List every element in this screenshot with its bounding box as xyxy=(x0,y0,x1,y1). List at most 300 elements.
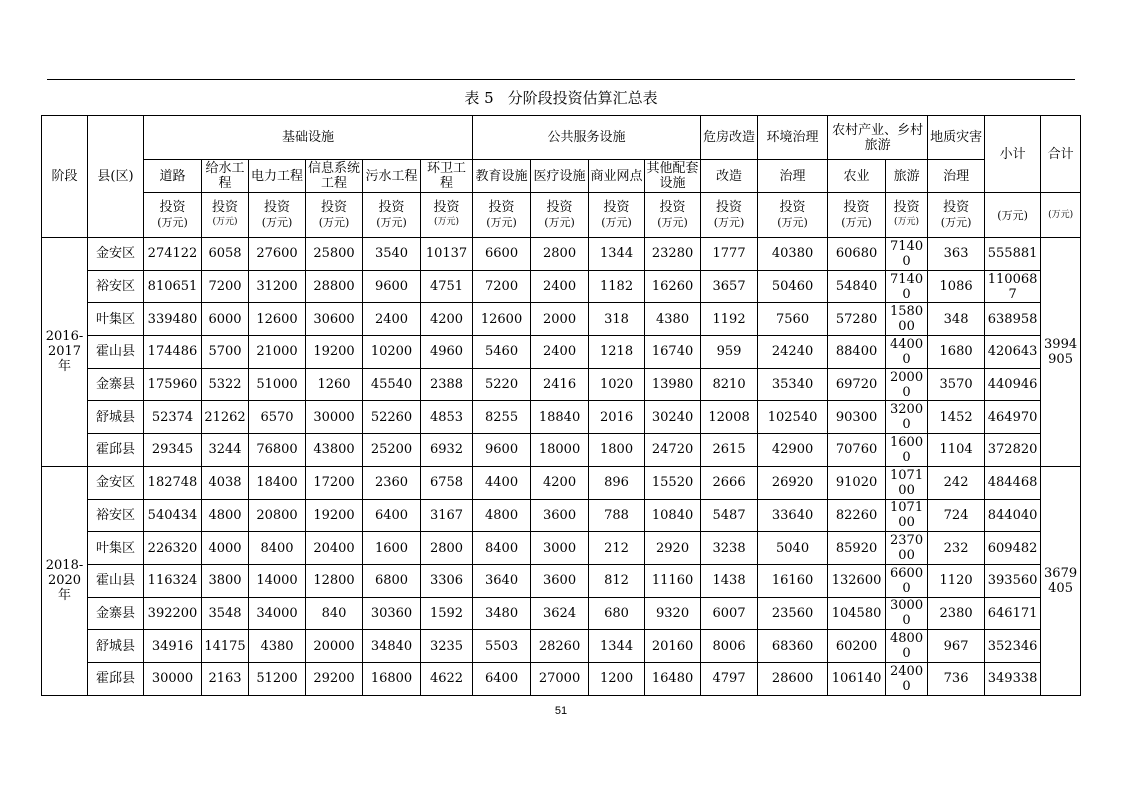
subheader-cell: 商业网点 xyxy=(589,160,645,193)
value-cell: 3570 xyxy=(928,368,985,401)
value-cell: 6000 xyxy=(202,303,249,336)
value-cell: 88400 xyxy=(828,336,886,369)
value-cell: 3600 xyxy=(531,564,589,597)
invest-label: 投资 xyxy=(263,200,290,215)
value-cell: 90300 xyxy=(828,401,886,434)
value-cell: 555881 xyxy=(985,238,1041,271)
table-row xyxy=(42,401,1081,434)
value-cell: 1120 xyxy=(928,564,985,597)
value-cell: 1344 xyxy=(589,238,645,271)
table-row xyxy=(42,564,1081,597)
value-cell: 16800 xyxy=(363,662,421,695)
invest-label: 投资 xyxy=(320,200,347,215)
value-cell: 638958 xyxy=(985,303,1041,336)
value-cell: 959 xyxy=(701,336,758,369)
table-row xyxy=(42,630,1081,663)
value-cell: 812 xyxy=(589,564,645,597)
subheader-cell: 给水工程 xyxy=(202,160,249,193)
value-cell: 1104 xyxy=(928,434,985,467)
subheader-cell: 教育设施 xyxy=(473,160,531,193)
value-cell: 24720 xyxy=(645,434,701,467)
value-cell: 1182 xyxy=(589,270,645,303)
subheader-cell: 其他配套设施 xyxy=(646,161,699,191)
value-cell: 2360 xyxy=(363,466,421,499)
value-cell: 27000 xyxy=(531,662,589,695)
unit-header-cell xyxy=(589,193,645,238)
unit-label: (万元) xyxy=(894,217,920,227)
value-cell: 29200 xyxy=(306,662,363,695)
value-cell: 339480 xyxy=(144,303,202,336)
value-cell: 2163 xyxy=(202,662,249,695)
stage-label: 2018-2020年 xyxy=(42,466,88,695)
unit-label: (万元) xyxy=(777,216,808,229)
value-cell: 69720 xyxy=(828,368,886,401)
invest-label: 投资 xyxy=(943,200,970,215)
table-body xyxy=(42,116,1081,696)
value-cell: 51000 xyxy=(249,368,306,401)
table-row xyxy=(42,270,1081,303)
table-row xyxy=(42,238,1081,271)
value-cell: 2388 xyxy=(421,368,473,401)
subheader-cell: 电力工程 xyxy=(249,160,306,193)
value-cell: 13980 xyxy=(645,368,701,401)
value-cell: 3657 xyxy=(701,270,758,303)
value-cell: 14175 xyxy=(202,630,249,663)
value-cell: 32000 xyxy=(886,401,928,434)
value-cell: 25200 xyxy=(363,434,421,467)
value-cell: 10137 xyxy=(421,238,473,271)
value-cell: 158000 xyxy=(886,303,928,336)
subheader-cell: 农业 xyxy=(828,160,886,193)
unit-header-cell xyxy=(249,193,306,238)
value-cell: 2920 xyxy=(645,532,701,565)
value-cell: 10840 xyxy=(645,499,701,532)
value-cell: 4000 xyxy=(202,532,249,565)
value-cell: 4751 xyxy=(421,270,473,303)
table-row xyxy=(42,597,1081,630)
unit-label: (万元) xyxy=(601,216,632,229)
value-cell: 34916 xyxy=(144,630,202,663)
value-cell: 71400 xyxy=(886,238,928,271)
unit-header-cell xyxy=(758,193,828,238)
value-cell: 24240 xyxy=(758,336,828,369)
value-cell: 4200 xyxy=(531,466,589,499)
unit-header-cell xyxy=(473,193,531,238)
value-cell: 11160 xyxy=(645,564,701,597)
value-cell: 9600 xyxy=(363,270,421,303)
value-cell: 51200 xyxy=(249,662,306,695)
value-cell: 4960 xyxy=(421,336,473,369)
value-cell: 2416 xyxy=(531,368,589,401)
value-cell: 2000 xyxy=(531,303,589,336)
value-cell: 1020 xyxy=(589,368,645,401)
value-cell: 71400 xyxy=(886,270,928,303)
value-cell: 42900 xyxy=(758,434,828,467)
invest-label: 投资 xyxy=(211,200,238,215)
value-cell: 4622 xyxy=(421,662,473,695)
header-stage: 阶段 xyxy=(42,116,88,238)
header-public-services: 公共服务设施 xyxy=(473,116,701,160)
value-cell: 45540 xyxy=(363,368,421,401)
value-cell: 85920 xyxy=(828,532,886,565)
value-cell: 20400 xyxy=(306,532,363,565)
invest-label: 投资 xyxy=(659,200,686,215)
subheader-cell: 环卫工程 xyxy=(421,160,473,193)
value-cell: 30360 xyxy=(363,597,421,630)
value-cell: 896 xyxy=(589,466,645,499)
value-cell: 646171 xyxy=(985,597,1041,630)
value-cell: 19200 xyxy=(306,336,363,369)
value-cell: 5700 xyxy=(202,336,249,369)
value-cell: 23560 xyxy=(758,597,828,630)
value-cell: 1452 xyxy=(928,401,985,434)
value-cell: 174486 xyxy=(144,336,202,369)
value-cell: 1192 xyxy=(701,303,758,336)
value-cell: 1680 xyxy=(928,336,985,369)
value-cell: 3600 xyxy=(531,499,589,532)
value-cell: 132600 xyxy=(828,564,886,597)
unit-label: (万元) xyxy=(318,216,350,229)
value-cell: 28800 xyxy=(306,270,363,303)
unit-label: (万元) xyxy=(544,216,575,229)
value-cell: 66000 xyxy=(886,564,928,597)
value-cell: 2400 xyxy=(363,303,421,336)
value-cell: 107100 xyxy=(886,466,928,499)
county-name: 叶集区 xyxy=(88,532,144,565)
unit-header-cell xyxy=(531,193,589,238)
invest-label: 投资 xyxy=(546,200,573,215)
value-cell: 6400 xyxy=(473,662,531,695)
unit-label: (万元) xyxy=(657,216,688,229)
invest-label: 投资 xyxy=(779,200,806,215)
value-cell: 20000 xyxy=(306,630,363,663)
value-cell: 16480 xyxy=(645,662,701,695)
table-row xyxy=(42,466,1081,499)
subheader-cell: 改造 xyxy=(701,160,758,193)
investment-summary-table xyxy=(41,115,1081,696)
unit-header-cell xyxy=(306,193,363,238)
value-cell: 70760 xyxy=(828,434,886,467)
value-cell: 3800 xyxy=(202,564,249,597)
value-cell: 237000 xyxy=(886,532,928,565)
subheader-cell: 治理 xyxy=(758,160,828,193)
value-cell: 5040 xyxy=(758,532,828,565)
value-cell: 3235 xyxy=(421,630,473,663)
value-cell: 4800 xyxy=(473,499,531,532)
value-cell: 12800 xyxy=(306,564,363,597)
value-cell: 5460 xyxy=(473,336,531,369)
value-cell: 2800 xyxy=(421,532,473,565)
value-cell: 3244 xyxy=(202,434,249,467)
value-cell: 16000 xyxy=(886,434,928,467)
invest-label: 投资 xyxy=(893,200,920,215)
header-subtotal: 小计 xyxy=(985,116,1041,193)
unit-header-cell xyxy=(144,193,202,238)
value-cell: 27600 xyxy=(249,238,306,271)
table-title-text: 分阶段投资估算汇总表 xyxy=(507,89,658,107)
invest-label: 投资 xyxy=(433,200,460,215)
county-name: 金寨县 xyxy=(88,368,144,401)
value-cell: 30000 xyxy=(144,662,202,695)
value-cell: 3480 xyxy=(473,597,531,630)
value-cell: 3238 xyxy=(701,532,758,565)
value-cell: 50460 xyxy=(758,270,828,303)
value-cell: 35340 xyxy=(758,368,828,401)
value-cell: 20000 xyxy=(886,368,928,401)
value-cell: 31200 xyxy=(249,270,306,303)
value-cell: 609482 xyxy=(985,532,1041,565)
value-cell: 8400 xyxy=(249,532,306,565)
subheader-cell: 信息系统工程 xyxy=(306,160,363,193)
value-cell: 4400 xyxy=(473,466,531,499)
value-cell: 68360 xyxy=(758,630,828,663)
table-row xyxy=(42,434,1081,467)
value-cell: 14000 xyxy=(249,564,306,597)
value-cell: 2400 xyxy=(531,270,589,303)
value-cell: 4800 xyxy=(202,499,249,532)
header-rule xyxy=(47,79,1075,80)
table-row xyxy=(42,532,1081,565)
county-name: 叶集区 xyxy=(88,303,144,336)
unit-header-cell xyxy=(886,193,928,238)
value-cell: 2615 xyxy=(701,434,758,467)
value-cell: 352346 xyxy=(985,630,1041,663)
value-cell: 1800 xyxy=(589,434,645,467)
table-row xyxy=(42,303,1081,336)
value-cell: 16160 xyxy=(758,564,828,597)
subheader-cell: 污水工程 xyxy=(363,160,421,193)
value-cell: 9320 xyxy=(645,597,701,630)
unit-label: (万元) xyxy=(997,208,1028,222)
value-cell: 6570 xyxy=(249,401,306,434)
county-name: 金安区 xyxy=(88,466,144,499)
invest-label: 投资 xyxy=(488,200,515,215)
value-cell: 3624 xyxy=(531,597,589,630)
unit-label: (万元) xyxy=(261,216,293,229)
value-cell: 226320 xyxy=(144,532,202,565)
total-unit xyxy=(1041,193,1081,238)
county-name: 舒城县 xyxy=(88,401,144,434)
unit-label: (万元) xyxy=(157,216,188,229)
value-cell: 8255 xyxy=(473,401,531,434)
subheader-cell: 道路 xyxy=(144,160,202,193)
value-cell: 12600 xyxy=(249,303,306,336)
value-cell: 82260 xyxy=(828,499,886,532)
county-name: 舒城县 xyxy=(88,630,144,663)
value-cell: 12008 xyxy=(701,401,758,434)
value-cell: 8210 xyxy=(701,368,758,401)
value-cell: 392200 xyxy=(144,597,202,630)
value-cell: 6758 xyxy=(421,466,473,499)
value-cell: 24000 xyxy=(886,662,928,695)
header-total: 合计 xyxy=(1041,116,1081,193)
value-cell: 52374 xyxy=(144,401,202,434)
value-cell: 21000 xyxy=(249,336,306,369)
value-cell: 3540 xyxy=(363,238,421,271)
stage-label: 2016-2017年 xyxy=(42,238,88,467)
value-cell: 840 xyxy=(306,597,363,630)
value-cell: 34000 xyxy=(249,597,306,630)
value-cell: 4853 xyxy=(421,401,473,434)
invest-label: 投资 xyxy=(159,200,186,215)
value-cell: 21262 xyxy=(202,401,249,434)
value-cell: 16260 xyxy=(645,270,701,303)
value-cell: 4200 xyxy=(421,303,473,336)
county-name: 金安区 xyxy=(88,238,144,271)
value-cell: 274122 xyxy=(144,238,202,271)
value-cell: 3306 xyxy=(421,564,473,597)
table-row xyxy=(42,662,1081,695)
table-row xyxy=(42,336,1081,369)
value-cell: 7560 xyxy=(758,303,828,336)
header-row-1 xyxy=(42,116,1081,160)
value-cell: 44000 xyxy=(886,336,928,369)
value-cell: 2800 xyxy=(531,238,589,271)
value-cell: 8006 xyxy=(701,630,758,663)
unit-label: (万元) xyxy=(486,216,517,229)
value-cell: 18840 xyxy=(531,401,589,434)
table-title xyxy=(0,88,1122,108)
unit-label: (万元) xyxy=(434,217,460,227)
value-cell: 10200 xyxy=(363,336,421,369)
invest-label: 投资 xyxy=(603,200,630,215)
value-cell: 30000 xyxy=(886,597,928,630)
invest-label: 投资 xyxy=(843,200,870,215)
value-cell: 23280 xyxy=(645,238,701,271)
header-dangerous-housing: 危房改造 xyxy=(701,116,758,160)
value-cell: 1592 xyxy=(421,597,473,630)
value-cell: 43800 xyxy=(306,434,363,467)
unit-header-cell xyxy=(421,193,473,238)
value-cell: 6600 xyxy=(473,238,531,271)
county-name: 霍邱县 xyxy=(88,662,144,695)
value-cell: 2666 xyxy=(701,466,758,499)
value-cell: 1344 xyxy=(589,630,645,663)
value-cell: 464970 xyxy=(985,401,1041,434)
value-cell: 1438 xyxy=(701,564,758,597)
value-cell: 2400 xyxy=(531,336,589,369)
unit-label: (万元) xyxy=(713,216,745,229)
value-cell: 810651 xyxy=(144,270,202,303)
page-number: 51 xyxy=(554,705,568,717)
value-cell: 1260 xyxy=(306,368,363,401)
value-cell: 3167 xyxy=(421,499,473,532)
value-cell: 6400 xyxy=(363,499,421,532)
value-cell: 1777 xyxy=(701,238,758,271)
invest-label: 投资 xyxy=(378,200,405,215)
value-cell: 30000 xyxy=(306,401,363,434)
value-cell: 3000 xyxy=(531,532,589,565)
value-cell: 736 xyxy=(928,662,985,695)
subtotal-unit xyxy=(985,193,1041,238)
value-cell: 5503 xyxy=(473,630,531,663)
value-cell: 29345 xyxy=(144,434,202,467)
value-cell: 102540 xyxy=(758,401,828,434)
county-name: 霍山县 xyxy=(88,336,144,369)
value-cell: 15520 xyxy=(645,466,701,499)
value-cell: 540434 xyxy=(144,499,202,532)
value-cell: 242 xyxy=(928,466,985,499)
value-cell: 91020 xyxy=(828,466,886,499)
header-geo-disaster: 地质灾害 xyxy=(928,116,985,160)
value-cell: 232 xyxy=(928,532,985,565)
value-cell: 19200 xyxy=(306,499,363,532)
value-cell: 2016 xyxy=(589,401,645,434)
subheader-cell: 治理 xyxy=(928,160,985,193)
value-cell: 20160 xyxy=(645,630,701,663)
value-cell: 6058 xyxy=(202,238,249,271)
header-rural-industry: 农村产业、乡村旅游 xyxy=(828,116,928,160)
value-cell: 116324 xyxy=(144,564,202,597)
unit-label: (万元) xyxy=(212,217,238,227)
value-cell: 76800 xyxy=(249,434,306,467)
value-cell: 844040 xyxy=(985,499,1041,532)
value-cell: 6800 xyxy=(363,564,421,597)
header-environment: 环境治理 xyxy=(758,116,828,160)
unit-label: (万元) xyxy=(841,216,872,229)
header-row-3 xyxy=(42,193,1081,238)
value-cell: 30600 xyxy=(306,303,363,336)
unit-header-cell xyxy=(202,193,249,238)
county-name: 裕安区 xyxy=(88,270,144,303)
value-cell: 1100687 xyxy=(985,270,1041,303)
value-cell: 6007 xyxy=(701,597,758,630)
value-cell: 6932 xyxy=(421,434,473,467)
value-cell: 54840 xyxy=(828,270,886,303)
value-cell: 7200 xyxy=(202,270,249,303)
county-name: 霍山县 xyxy=(88,564,144,597)
subheader-cell: 旅游 xyxy=(886,160,928,193)
subheader-cell: 医疗设施 xyxy=(531,160,589,193)
value-cell: 182748 xyxy=(144,466,202,499)
table-number: 表 5 xyxy=(464,89,494,107)
value-cell: 28600 xyxy=(758,662,828,695)
value-cell: 5487 xyxy=(701,499,758,532)
value-cell: 4038 xyxy=(202,466,249,499)
value-cell: 4380 xyxy=(249,630,306,663)
value-cell: 175960 xyxy=(144,368,202,401)
unit-label: (万元) xyxy=(376,216,407,229)
value-cell: 12600 xyxy=(473,303,531,336)
value-cell: 48000 xyxy=(886,630,928,663)
value-cell: 7200 xyxy=(473,270,531,303)
unit-header-cell xyxy=(928,193,985,238)
value-cell: 16740 xyxy=(645,336,701,369)
value-cell: 788 xyxy=(589,499,645,532)
value-cell: 5220 xyxy=(473,368,531,401)
value-cell: 9600 xyxy=(473,434,531,467)
value-cell: 372820 xyxy=(985,434,1041,467)
value-cell: 26920 xyxy=(758,466,828,499)
value-cell: 212 xyxy=(589,532,645,565)
value-cell: 107100 xyxy=(886,499,928,532)
value-cell: 60200 xyxy=(828,630,886,663)
unit-header-cell xyxy=(828,193,886,238)
value-cell: 18000 xyxy=(531,434,589,467)
header-county: 县(区) xyxy=(88,116,144,238)
unit-header-cell xyxy=(701,193,758,238)
value-cell: 967 xyxy=(928,630,985,663)
stage-total: 3994905 xyxy=(1041,238,1081,467)
value-cell: 1600 xyxy=(363,532,421,565)
county-name: 裕安区 xyxy=(88,499,144,532)
value-cell: 349338 xyxy=(985,662,1041,695)
value-cell: 1218 xyxy=(589,336,645,369)
value-cell: 348 xyxy=(928,303,985,336)
value-cell: 52260 xyxy=(363,401,421,434)
value-cell: 40380 xyxy=(758,238,828,271)
value-cell: 20800 xyxy=(249,499,306,532)
